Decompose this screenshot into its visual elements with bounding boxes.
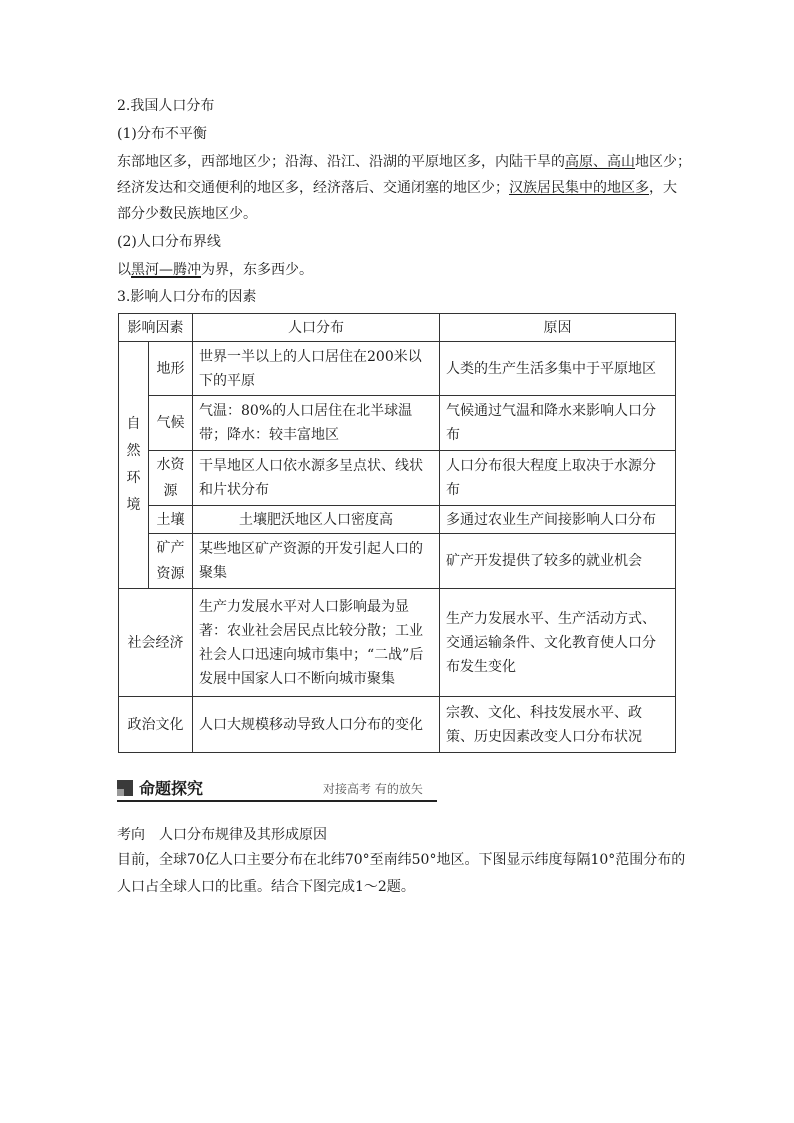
header-factor: 影响因素 [119,314,193,342]
reason-cell: 人口分布很大程度上取决于水源分布 [440,451,676,506]
natural-environment-cell [119,342,149,589]
factor-cell [149,451,193,506]
table-row [119,342,676,396]
paragraph-line [117,260,313,280]
table-row [119,697,676,753]
factor-cell: 土壤 [149,506,193,534]
paragraph-line [117,178,677,198]
table-row [119,396,676,451]
underlined-text: 汉族居民集中的地区多 [509,180,649,196]
section-title: 命题探究 [139,779,204,798]
factor-line: 水资 [156,457,185,473]
factor-line: 矿产 [156,540,185,556]
factor-cell: 气候 [149,396,193,451]
subsection-1-title: (1)分布不平衡 [117,126,207,142]
reason-cell: 人类的生产生活多集中于平原地区 [440,342,676,396]
reason-cell: 气候通过气温和降水来影响人口分布 [440,396,676,451]
distribution-cell: 某些地区矿产资源的开发引起人口的聚集 [193,534,440,589]
table-row [119,451,676,506]
section-3-title: 3.影响人口分布的因素 [117,289,257,305]
table-row [119,534,676,589]
table-header-row [119,314,676,342]
paragraph-line: 部分少数民族地区少。 [117,206,257,222]
question-line: 目前，全球70亿人口主要分布在北纬70°至南纬50°地区。下图显示纬度每隔10°范围分布的 [117,852,686,868]
question-heading: 考向 人口分布规律及其形成原因 [117,827,327,843]
reason-cell: 多通过农业生产间接影响人口分布 [440,506,676,534]
group-char: 自 [126,416,141,432]
factor-line: 源 [163,483,178,499]
group-char: 然 [126,443,141,459]
text-run: 经济发达和交通便利的地区多，经济落后、交通闭塞的地区少； [117,180,509,196]
factor-cell: 政治文化 [119,697,193,753]
question-line: 人口占全球人口的比重。结合下图完成1～2题。 [117,879,415,895]
header-reason: 原因 [440,314,676,342]
group-char: 境 [126,497,141,513]
table-row [119,506,676,534]
text-run: 地区少； [635,154,691,170]
section-2-title: 2.我国人口分布 [117,98,215,114]
text-run: 为界，东多西少。 [201,262,313,278]
distribution-cell: 世界一半以上的人口居住在200米以下的平原 [193,342,440,396]
section-subtitle: 对接高考 有的放矢 [323,782,423,796]
distribution-cell: 人口大规模移动导致人口分布的变化 [193,697,440,753]
factor-cell: 社会经济 [119,589,193,697]
table-row [119,589,676,697]
distribution-cell: 土壤肥沃地区人口密度高 [193,506,440,534]
distribution-cell: 生产力发展水平对人口影响最为显著：农业社会居民点比较分散；工业社会人口迅速向城市集中；“二战”后发展中国家人口不断向城市聚集 [193,589,440,697]
text-run: 以 [117,262,131,278]
subsection-2-title: (2)人口分布界线 [117,234,221,250]
reason-cell: 矿产开发提供了较多的就业机会 [440,534,676,589]
distribution-cell: 气温：80%的人口居住在北半球温带；降水：较丰富地区 [193,396,440,451]
underlined-text: 高原、高山 [565,154,635,170]
paragraph-line [117,152,691,172]
factor-cell: 地形 [149,342,193,396]
reason-cell: 宗教、文化、科技发展水平、政策、历史因素改变人口分布状况 [440,697,676,753]
factor-line: 资源 [156,566,185,582]
underlined-text: 黑河—腾冲 [131,262,201,278]
text-run: ，大 [649,180,677,196]
factors-table [118,313,676,753]
distribution-cell: 干旱地区人口依水源多呈点状、线状和片状分布 [193,451,440,506]
group-char: 环 [126,470,141,486]
header-distribution: 人口分布 [193,314,440,342]
section-divider [117,800,437,802]
section-square-icon [117,780,133,796]
text-run: 东部地区多，西部地区少；沿海、沿江、沿湖的平原地区多，内陆干旱的 [117,154,565,170]
factor-cell [149,534,193,589]
section-header [117,778,437,802]
reason-cell: 生产力发展水平、生产活动方式、交通运输条件、文化教育使人口分布发生变化 [440,589,676,697]
